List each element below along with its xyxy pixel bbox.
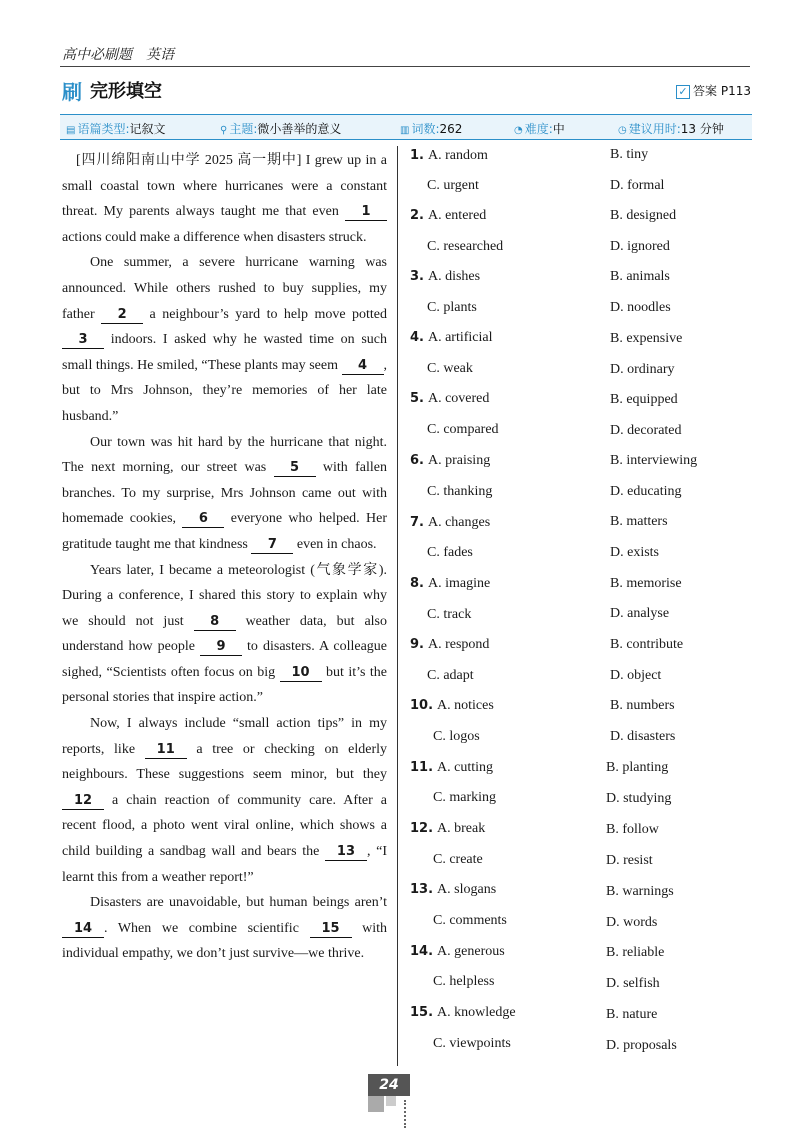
section-brush-icon: 刷 [62, 80, 82, 104]
q9-option-c[interactable]: C. adapt [427, 668, 474, 683]
q12-option-a[interactable]: 12. A. break [410, 821, 486, 836]
blank-10[interactable]: 10 [280, 665, 322, 682]
blank-3[interactable]: 3 [62, 332, 104, 349]
difficulty-value: 中 [552, 122, 565, 136]
q2-option-c[interactable]: C. researched [427, 239, 504, 254]
genre-label: 语篇类型: [77, 122, 130, 136]
paragraph-5: Now, I always include “small action tips” in my reports, like 11 a tree or checking on elderly neighbours. These suggestions seem minor, but they 12 a chain reaction of community care. After a recent flood, a photo went viral online, which shows a child building a sandbag wall and bears the 13 , “I learnt this from a weather report!” [62, 716, 387, 885]
theme-value: 微小善举的意义 [257, 122, 342, 136]
answer-label: 答案 [693, 84, 718, 98]
q9-option-b[interactable]: B. contribute [610, 637, 684, 652]
q2-option-d[interactable]: D. ignored [610, 239, 670, 254]
q14-option-c[interactable]: C. helpless [433, 974, 495, 989]
q14-option-a[interactable]: 14. A. generous [410, 944, 505, 959]
blank-13[interactable]: 13 [325, 844, 367, 861]
header-rule [60, 66, 750, 67]
q11-option-a[interactable]: 11. A. cutting [410, 760, 494, 775]
q4-option-a[interactable]: 4. A. artificial [410, 330, 493, 345]
paragraph-1: [四川绵阳南山中学 2025 高一期中] I grew up in a small coastal town where hurricanes were a constant threat. My parents always taught me that even 1 actions could make a difference when disasters struck. [62, 153, 387, 245]
q11-option-d[interactable]: D. studying [606, 791, 672, 806]
words-label: 词数: [411, 122, 440, 136]
q8-option-b[interactable]: B. memorise [610, 576, 682, 591]
counter-icon: ▥ [400, 125, 410, 136]
genre-value: 记叙文 [129, 122, 166, 136]
q2-option-a[interactable]: 2. A. entered [410, 208, 487, 223]
gauge-icon: ◔ [514, 125, 523, 136]
paragraph-3: Our town was hit hard by the hurricane that night. The next morning, our street was 5 with fallen branches. To my surprise, Mrs Johnson came out with homemade cookies, 6 everyone who helped. Her gratitude taught me that kindness 7 even in chaos. [62, 434, 388, 552]
difficulty-label: 难度: [524, 122, 553, 136]
q5-option-a[interactable]: 5. A. covered [410, 391, 490, 406]
time-info [618, 120, 724, 137]
q14-option-b[interactable]: B. reliable [606, 945, 665, 960]
q9-option-a[interactable]: 9. A. respond [410, 637, 490, 652]
paragraph-4: Years later, I became a meteorologist (气象学家). During a conference, I shared this story to explain why we should not just 8 weather data, but also understand how people 9 to disasters. A colleague sighed, “Scientists often focus on big 10 but it’s the personal stories that inspire action.” [62, 562, 387, 706]
blank-2[interactable]: 2 [101, 307, 143, 324]
q4-option-d[interactable]: D. ordinary [610, 362, 675, 377]
blank-6[interactable]: 6 [182, 511, 224, 528]
clock-icon: ◷ [618, 125, 627, 136]
document-icon: ▤ [66, 125, 76, 136]
genre-info [66, 120, 166, 137]
q9-option-d[interactable]: D. object [610, 668, 662, 683]
book-title: 高中必刷题 英语 [62, 47, 174, 63]
q7-option-b[interactable]: B. matters [610, 514, 668, 529]
q6-option-c[interactable]: C. thanking [427, 484, 493, 499]
q12-option-c[interactable]: C. create [433, 852, 483, 867]
q5-option-c[interactable]: C. compared [427, 422, 499, 437]
q14-option-d[interactable]: D. selfish [606, 976, 660, 991]
blank-5[interactable]: 5 [274, 460, 316, 477]
q7-option-a[interactable]: 7. A. changes [410, 515, 491, 530]
q3-option-b[interactable]: B. animals [610, 269, 670, 284]
blank-15[interactable]: 15 [310, 921, 352, 938]
blank-4[interactable]: 4 [342, 358, 384, 375]
page-dotted-line [404, 1100, 408, 1128]
column-divider [397, 146, 398, 1066]
blank-1[interactable]: 1 [345, 204, 387, 221]
theme-info [220, 120, 341, 137]
time-value: 13 分钟 [680, 122, 724, 136]
page-decoration-small [386, 1096, 396, 1106]
q1-option-b[interactable]: B. tiny [610, 147, 649, 162]
q8-option-a[interactable]: 8. A. imagine [410, 576, 491, 591]
q12-option-d[interactable]: D. resist [606, 853, 653, 868]
q3-option-a[interactable]: 3. A. dishes [410, 269, 481, 284]
q3-option-d[interactable]: D. noodles [610, 300, 671, 315]
q13-option-a[interactable]: 13. A. slogans [410, 882, 497, 897]
paragraph-2: One summer, a severe hurricane warning was announced. While others rushed to buy supplies, my father 2 a neighbour’s yard to help move potted 3 indoors. I asked why he wasted time on such small things. He smiled, “These plants may seem 4 , but to Mrs Johnson, they’re memories of her late husband.” [62, 255, 387, 424]
section-title: 完形填空 [90, 81, 162, 102]
q2-option-b[interactable]: B. designed [610, 208, 677, 223]
q6-option-d[interactable]: D. educating [610, 484, 682, 499]
q8-option-d[interactable]: D. analyse [610, 606, 670, 621]
q15-option-d[interactable]: D. proposals [606, 1038, 677, 1053]
blank-8[interactable]: 8 [194, 614, 236, 631]
q4-option-c[interactable]: C. weak [427, 361, 473, 376]
words-value: 262 [439, 122, 463, 136]
q7-option-d[interactable]: D. exists [610, 545, 659, 560]
blank-7[interactable]: 7 [251, 537, 293, 554]
q5-option-b[interactable]: B. equipped [610, 392, 678, 407]
answer-page: P113 [720, 84, 751, 98]
q8-option-c[interactable]: C. track [427, 607, 472, 622]
blank-12[interactable]: 12 [62, 793, 104, 810]
time-label: 建议用时: [628, 122, 681, 136]
q13-option-d[interactable]: D. words [606, 915, 658, 930]
blank-11[interactable]: 11 [145, 742, 187, 759]
q11-option-c[interactable]: C. marking [433, 790, 496, 805]
words-info [400, 120, 462, 137]
q15-option-a[interactable]: 15. A. knowledge [410, 1005, 516, 1020]
info-bar [60, 114, 752, 140]
blank-9[interactable]: 9 [200, 639, 242, 656]
q10-option-d[interactable]: D. disasters [610, 729, 676, 744]
q6-option-b[interactable]: B. interviewing [610, 453, 698, 468]
blank-14[interactable]: 14 [62, 921, 104, 938]
checkmark-icon: ✓ [676, 85, 690, 99]
q15-option-b[interactable]: B. nature [606, 1007, 658, 1022]
q1-option-c[interactable]: C. urgent [427, 178, 479, 193]
q11-option-b[interactable]: B. planting [606, 760, 669, 775]
page-number: 24 [368, 1074, 410, 1096]
page-decoration [368, 1096, 384, 1112]
q4-option-b[interactable]: B. expensive [610, 331, 683, 346]
q10-option-c[interactable]: C. logos [433, 729, 480, 744]
q5-option-d[interactable]: D. decorated [610, 423, 682, 438]
cloze-passage [62, 148, 387, 967]
paragraph-6: Disasters are unavoidable, but human beings aren’t 14 . When we combine scientific 15 with individual empathy, we don’t just survive—we thrive. [62, 895, 387, 962]
q10-option-b[interactable]: B. numbers [610, 698, 675, 713]
q7-option-c[interactable]: C. fades [427, 545, 473, 560]
answer-reference[interactable] [676, 82, 751, 99]
q10-option-a[interactable]: 10. A. notices [410, 698, 494, 713]
q3-option-c[interactable]: C. plants [427, 300, 477, 315]
theme-label: 主题: [229, 122, 258, 136]
q1-option-a[interactable]: 1. A. random [410, 148, 488, 163]
q13-option-b[interactable]: B. warnings [606, 884, 674, 899]
q6-option-a[interactable]: 6. A. praising [410, 453, 491, 468]
q13-option-c[interactable]: C. comments [433, 913, 507, 928]
q15-option-c[interactable]: C. viewpoints [433, 1036, 511, 1051]
q12-option-b[interactable]: B. follow [606, 822, 659, 837]
q1-option-d[interactable]: D. formal [610, 178, 665, 193]
difficulty-info [514, 120, 565, 137]
search-icon: ⚲ [220, 125, 228, 136]
